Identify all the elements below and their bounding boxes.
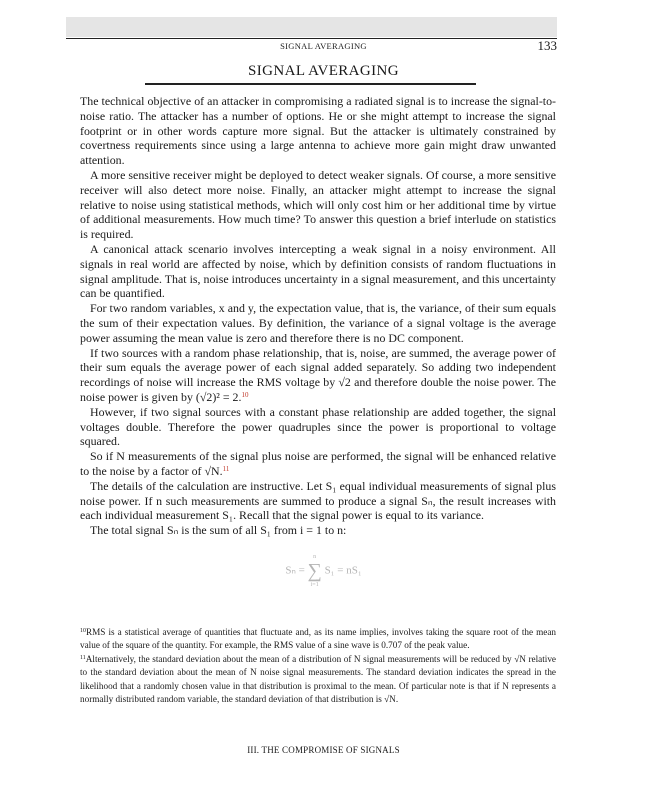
paragraph: So if N measurements of the signal plus noise are performed, the signal will be enhanced relative to the noise by a factor of √N.$^{11}$	[80, 449, 556, 478]
paragraph: However, if two signal sources with a constant phase relationship are added together, the signal voltages double. Therefore the power quadruples since the power is proportional to voltage squared.	[80, 404, 556, 449]
title-rule	[145, 83, 476, 85]
page-footer: III. THE COMPROMISE OF SIGNALS	[247, 745, 400, 755]
footnote: $^{11}$Alternatively, the standard deviation about the mean of a distribution of N signal measurements will be reduced by √N relative to the standard deviation about the mean of N noise signal measurements. The standard deviation indicates the spread in the likelihood that a randomly chosen value in that distribution is proximal to the mean. Of particular note is that if N represents a normally distributed random variable, the standard deviation of that distribution is √N.	[80, 653, 556, 705]
paragraph: A canonical attack scenario involves intercepting a weak signal in a noisy environment. All signals in real world are affected by noise, which by definition consists of random fluctuations in signal amplitude. That is, noise introduces uncertainty in a signal measurement, and this uncertainty can be quantified.	[80, 241, 556, 301]
paragraph: For two random variables, x and y, the expectation value, that is, the variance, of their sum equals the sum of their expectation values. By definition, the variance of a signal voltage is the average power assuming the mean value is zero and therefore there is no DC component.	[80, 301, 556, 345]
sum-upper-limit: n	[313, 554, 317, 560]
paragraph: If two sources with a random phase relationship, that is, noise, are summed, the average power of their sum equals the average power of each signal added separately. So adding two independent recordings of noise will increase the RMS voltage by √2 and therefore double the noise power. The noise power is given by (√2)² = 2.10	[80, 345, 556, 404]
header-rule	[66, 38, 557, 39]
header-band	[66, 17, 557, 37]
summation-formula	[0, 553, 647, 593]
formula-lhs: Sₙ =	[285, 564, 305, 577]
sum-lower-limit: i=1	[310, 582, 319, 588]
page-number: 133	[537, 38, 557, 53]
paragraph: The total signal Sₙ is the sum of all S₁ from i = 1 to n:	[90, 523, 347, 538]
footnote-reference[interactable]: 11	[222, 464, 230, 473]
paragraph: A more sensitive receiver might be deployed to detect weaker signals. Of course, a more sensitive receiver will also detect more noise. Finally, an attacker might attempt to increase the signal relative to noise using statistical methods, which will only cost him or her additional time by virtue of additional measurements. How much time? To answer this question a brief interlude on statistics is required.	[80, 167, 556, 242]
formula-rhs: S₁ = nS₁	[324, 564, 362, 577]
footnote-mark: 11	[80, 654, 86, 661]
footnote: $^{10}$RMS is a statistical average of quantities that fluctuate and, as its name implies, involves taking the square root of the mean value of the square of the quantity. For example, the RMS value of a sine wave is 0.707 of the peak value.	[80, 627, 556, 651]
running-head: SIGNAL AVERAGING	[280, 41, 367, 51]
section-title: SIGNAL AVERAGING	[248, 63, 399, 79]
sigma-group	[308, 553, 322, 589]
sigma-symbol: ∑	[307, 560, 322, 582]
footnote-reference[interactable]: 10	[241, 390, 249, 399]
body-text	[80, 94, 556, 538]
paragraph: The details of the calculation are instructive. Let S₁ equal individual measurements of signal plus noise power. If n such measurements are summed to produce a signal Sₙ, the result increases with each individual measurement S₁. Recall that the signal power is equal to its variance.	[80, 478, 556, 523]
footnotes	[80, 626, 556, 706]
footnote-mark: 10	[80, 628, 86, 634]
paragraph: The technical objective of an attacker in compromising a radiated signal is to increase the signal-to-noise ratio. The attacker has a number of options. He or she might attempt to increase the signal footprint or in other words capture more signal. But the attacker is ultimately constrained by covertness requirements since using a large antenna to achieve more gain might draw unwanted attention.	[80, 94, 556, 168]
